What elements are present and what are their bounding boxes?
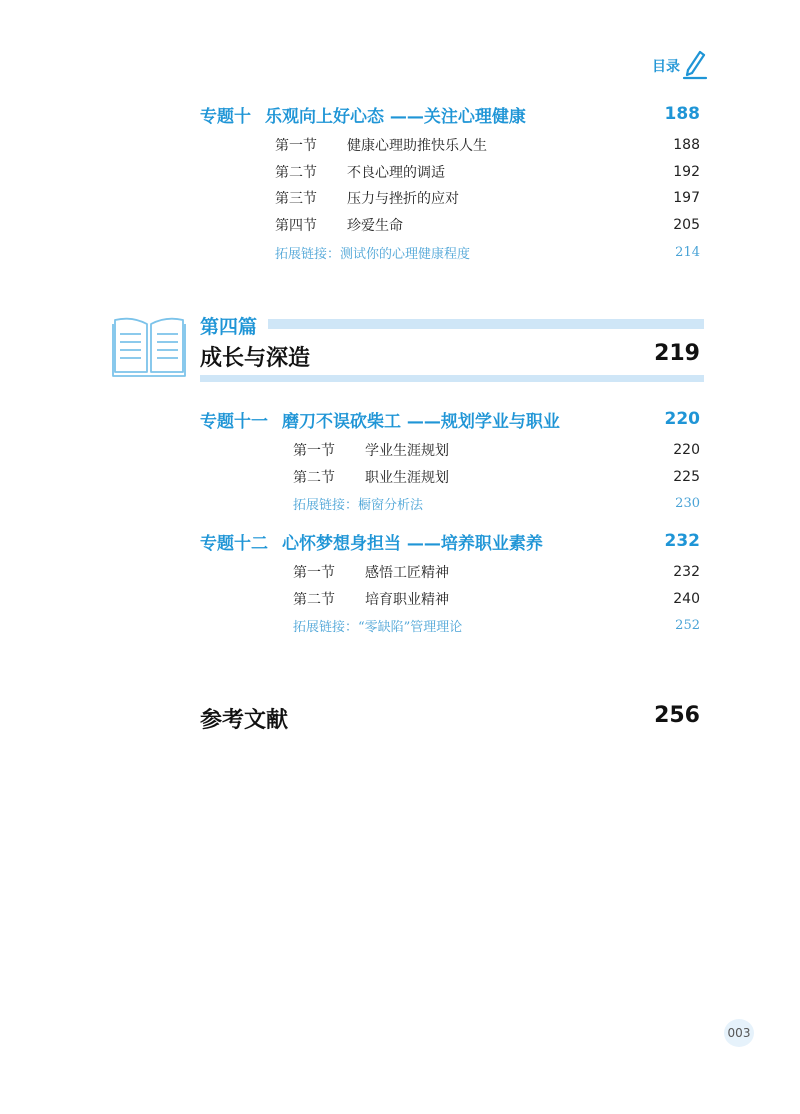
- section-number: 第一节: [293, 565, 335, 581]
- section-page: 225: [673, 469, 700, 485]
- extension-title: 拓展链接：测试你的心理健康程度: [275, 246, 471, 262]
- section-title: 感悟工匠精神: [365, 565, 449, 581]
- toc-entry[interactable]: [293, 562, 700, 582]
- section-title: 健康心理助推快乐人生: [347, 138, 487, 154]
- section-title: 学业生涯规划: [365, 443, 449, 459]
- extension-page: 252: [675, 617, 700, 633]
- section-title: 职业生涯规划: [365, 470, 449, 486]
- references-title[interactable]: 参考文献: [200, 708, 289, 733]
- section-number: 第一节: [293, 443, 335, 459]
- extension-link-entry[interactable]: [293, 493, 700, 513]
- part-divider-bar-top: [268, 319, 704, 329]
- toc-entry[interactable]: [275, 162, 700, 182]
- extension-page: 230: [675, 495, 700, 511]
- section-page: 220: [673, 442, 700, 458]
- section-page: 188: [673, 137, 700, 153]
- extension-link-entry[interactable]: [293, 615, 700, 635]
- topic-number: 专题十一: [200, 411, 268, 432]
- toc-header-label: 目录: [652, 59, 680, 75]
- section-number: 第二节: [293, 592, 335, 608]
- toc-entry[interactable]: [275, 135, 700, 155]
- toc-entry[interactable]: [275, 215, 700, 235]
- section-number: 第二节: [293, 470, 335, 486]
- section-number: 第一节: [275, 138, 317, 154]
- toc-entry[interactable]: [293, 440, 700, 460]
- section-title: 不良心理的调适: [347, 165, 445, 181]
- pencil-icon: [682, 46, 708, 80]
- section-number: 第二节: [275, 165, 317, 181]
- topic-11-heading[interactable]: [200, 407, 700, 431]
- extension-title: 拓展链接：“零缺陷”管理理论: [293, 619, 463, 635]
- page-number: 003: [727, 1026, 751, 1040]
- section-page: 192: [673, 164, 700, 180]
- section-title: 压力与挫折的应对: [347, 191, 459, 207]
- topic-number: 专题十二: [200, 533, 268, 554]
- topic-12-heading[interactable]: [200, 529, 700, 553]
- toc-entry[interactable]: [293, 467, 700, 487]
- toc-entry[interactable]: [293, 589, 700, 609]
- section-number: 第三节: [275, 191, 317, 207]
- extension-title: 拓展链接：橱窗分析法: [293, 497, 424, 513]
- part-page: 219: [654, 341, 700, 366]
- topic-number: 专题十: [200, 106, 251, 127]
- topic-title: 心怀梦想身担当 ——培养职业素养: [282, 533, 543, 554]
- part-label: 第四篇: [200, 316, 258, 338]
- extension-page: 214: [675, 244, 700, 260]
- extension-link-entry[interactable]: [275, 242, 700, 262]
- part-title[interactable]: 成长与深造: [200, 346, 311, 371]
- topic-10-heading[interactable]: [200, 102, 700, 126]
- toc-entry[interactable]: [275, 188, 700, 208]
- topic-page: 188: [664, 104, 700, 124]
- section-page: 240: [673, 591, 700, 607]
- section-page: 232: [673, 564, 700, 580]
- section-title: 珍爱生命: [347, 218, 403, 234]
- topic-page: 232: [664, 531, 700, 551]
- section-title: 培育职业精神: [365, 592, 449, 608]
- references-page: 256: [654, 703, 700, 728]
- page-number-badge: [724, 1019, 754, 1047]
- topic-title: 磨刀不误砍柴工 ——规划学业与职业: [282, 411, 560, 432]
- section-number: 第四节: [275, 218, 317, 234]
- topic-title: 乐观向上好心态 ——关注心理健康: [265, 106, 526, 127]
- part-divider-bar-bottom: [200, 375, 704, 382]
- book-icon: [112, 310, 186, 380]
- section-page: 205: [673, 217, 700, 233]
- topic-page: 220: [664, 409, 700, 429]
- section-page: 197: [673, 190, 700, 206]
